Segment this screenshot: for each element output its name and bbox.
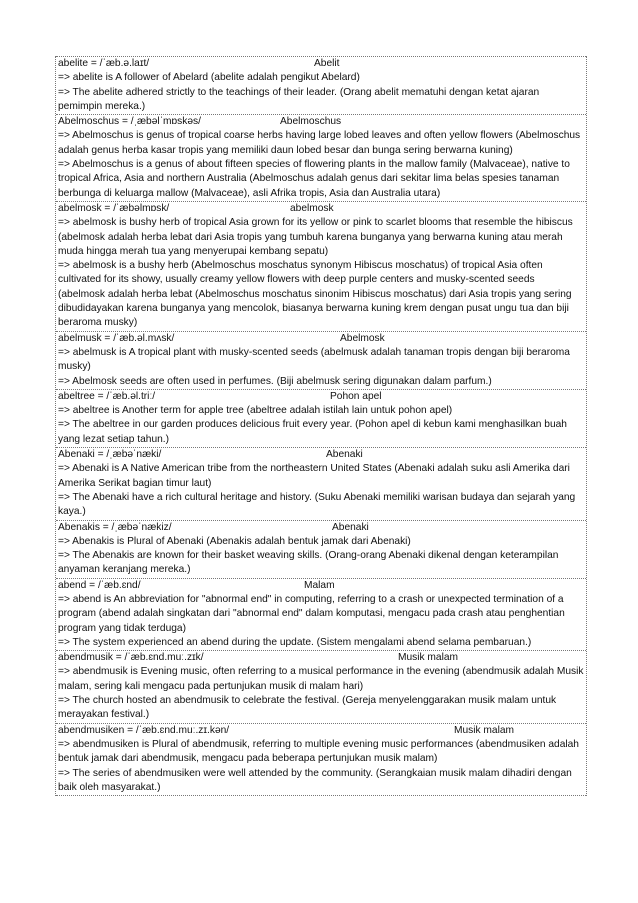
entry-definition-line: => abend is An abbreviation for "abnormal end" in computing, referring to a crash or unexpected termination of a program (abend adalah singkatan dari "abnormal end" dalam komputasi, mengacu pada crash atau penghentian program yang tidak terduga) [58, 593, 565, 634]
entry-definition-line: => Abelmoschus is genus of tropical coarse herbs having large lobed leaves and often yellow flowers (Abelmoschus adalah genus herba kasar tropis yang memiliki daun lobed besar dan bunga sering berwarna kuning) [58, 130, 581, 156]
entry-translation: Musik malam [398, 652, 459, 664]
entry-definition-line: => abelite is A follower of Abelard (abelite adalah pengikut Abelard) [58, 72, 360, 84]
entry-headword: Abelmoschus = /ˌæbəlˈmɒskəs/ [58, 116, 201, 128]
entry-definition-line: => Abelmoschus is a genus of about fifteen species of flowering plants in the mallow family (Malvaceae), native to tropical Africa, Asia and northern Australia (Abelmoschus adalah genus dari sekitar lima belas spesies tanaman berbunga di keluarga mallow (Malvaceae), asli Afrika tropis, Asia dan Australia utara) [58, 159, 570, 199]
entry-definition-line: => abelmosk is a bushy herb (Abelmoschus moschatus synonym Hibiscus moschatus) of tropical Asia often cultivated for its showy, usually creamy yellow flowers with deep purple centers and musky-scented seeds (abelmosk adalah herba lebat (Abelmoschus moschatus sinonim Hibiscus moschatus) dari Asia tropis yang sering dibudidayakan karena bunganya yang mencolok, biasanya berwarna kuning krem dengan pusat ungu tua dan biji beraroma musky) [58, 260, 572, 329]
entry-translation: abelmosk [290, 202, 334, 214]
dictionary-entry [56, 650, 586, 722]
entry-headword: abeltree = /ˈæb.əl.triː/ [58, 390, 156, 402]
entry-definition-line: => abendmusiken is Plural of abendmusik, referring to multiple evening music performances (abendmusiken adalah bentuk jamak dari abendmusik, mengacu pada beberapa pertunjukan musik malam) [58, 738, 579, 765]
entry-headword: abelmusk = /ˈæb.əl.mʌsk/ [58, 332, 175, 344]
dictionary-entry [56, 331, 586, 389]
entry-translation: Pohon apel [330, 390, 382, 402]
dictionary-document [55, 56, 587, 796]
entry-definition-line: => Abenakis is Plural of Abenaki (Abenakis adalah bentuk jamak dari Abenaki) [58, 535, 411, 547]
entry-header [58, 521, 584, 535]
entry-definition-line: => The Abenakis are known for their basket weaving skills. (Orang-orang Abenaki dikenal dengan keterampilan anyaman keranjang mereka.) [58, 550, 559, 576]
dictionary-entry [56, 447, 586, 519]
dictionary-entry [56, 520, 586, 578]
dictionary-entry [56, 389, 586, 447]
entry-definition-line: => The abelite adhered strictly to the teachings of their leader. (Orang abelit mematuhi dengan ketat ajaran pemimpin mereka.) [58, 86, 540, 112]
entry-definition-line: => abelmosk is bushy herb of tropical Asia grown for its yellow or pink to scarlet blooms that resemble the hibiscus (abelmosk adalah herba lebat dari Asia tropis yang tumbuh karena bunganya yang berwarna kuning atau merah muda hingga merah tua yang menyerupai kembang sepatu) [58, 217, 573, 257]
entry-header [58, 651, 584, 665]
entry-definition-line: => The abeltree in our garden produces delicious fruit every year. (Pohon apel di kebun kami menghasilkan buah yang lezat setiap tahun.) [58, 419, 567, 445]
entry-definition-line: => The system experienced an abend during the update. (Sistem mengalami abend selama pembaruan.) [58, 636, 532, 648]
entry-translation: Abenaki [332, 521, 369, 533]
entry-definition-line: => The Abenaki have a rich cultural heritage and history. (Suku Abenaki memiliki warisan budaya dan sejarah yang kaya.) [58, 491, 576, 518]
entry-header [58, 448, 584, 462]
entry-headword: abelmosk = /ˈæbəlmɒsk/ [58, 202, 170, 214]
entry-definition-line: => Abenaki is A Native American tribe from the northeastern United States (Abenaki adalah suku asli Amerika dari Amerika Serikat bagian timur laut) [58, 463, 570, 489]
entry-headword: Abenakis = /ˌæbəˈnækiz/ [58, 521, 172, 533]
entry-headword: abend = /ˈæb.ɛnd/ [58, 579, 141, 591]
entry-header [58, 57, 584, 71]
dictionary-entry [56, 114, 586, 201]
entry-definition-line: => The church hosted an abendmusik to celebrate the festival. (Gereja menyelenggarakan musik malam untuk merayakan festival.) [58, 695, 557, 721]
dictionary-entry [56, 201, 586, 331]
entry-definition-line: => The series of abendmusiken were well attended by the community. (Serangkaian musik malam dihadiri dengan baik oleh masyarakat.) [58, 767, 572, 793]
entry-translation: Malam [304, 579, 335, 591]
entry-headword: Abenaki = /ˌæbəˈnæki/ [58, 449, 162, 461]
entry-definition-line: => Abelmosk seeds are often used in perfumes. (Biji abelmusk sering digunakan dalam parfum.) [58, 375, 492, 387]
entry-translation: Musik malam [454, 724, 515, 736]
entry-header [58, 390, 584, 404]
entry-header [58, 202, 584, 216]
entry-headword: abelite = /ˈæb.ə.laɪt/ [58, 58, 150, 69]
entry-header [58, 332, 584, 346]
dictionary-entry [56, 578, 586, 650]
entry-header [58, 724, 584, 738]
entry-definition-line: => abendmusik is Evening music, often referring to a musical performance in the evening (abendmusik adalah Musik malam, sering kali mengacu pada pertunjukan musik di malam hari) [58, 666, 584, 692]
entry-definition-line: => abelmusk is A tropical plant with musky-scented seeds (abelmusk adalah tanaman tropis dengan biji beraroma musky) [58, 346, 570, 373]
entry-translation: Abelit [314, 58, 340, 69]
entry-headword: abendmusiken = /ˈæb.ɛnd.muː.zɪ.kən/ [58, 724, 230, 736]
dictionary-entry [56, 723, 586, 796]
entry-definition-line: => abeltree is Another term for apple tree (abeltree adalah istilah lain untuk pohon apel) [58, 405, 453, 417]
entry-header [58, 115, 584, 129]
entry-translation: Abenaki [326, 449, 363, 461]
entry-headword: abendmusik = /ˈæb.ɛnd.muː.zɪk/ [58, 652, 204, 664]
entry-translation: Abelmoschus [280, 116, 342, 128]
dictionary-entry [56, 56, 586, 114]
entry-translation: Abelmosk [340, 332, 385, 344]
entry-header [58, 579, 584, 593]
